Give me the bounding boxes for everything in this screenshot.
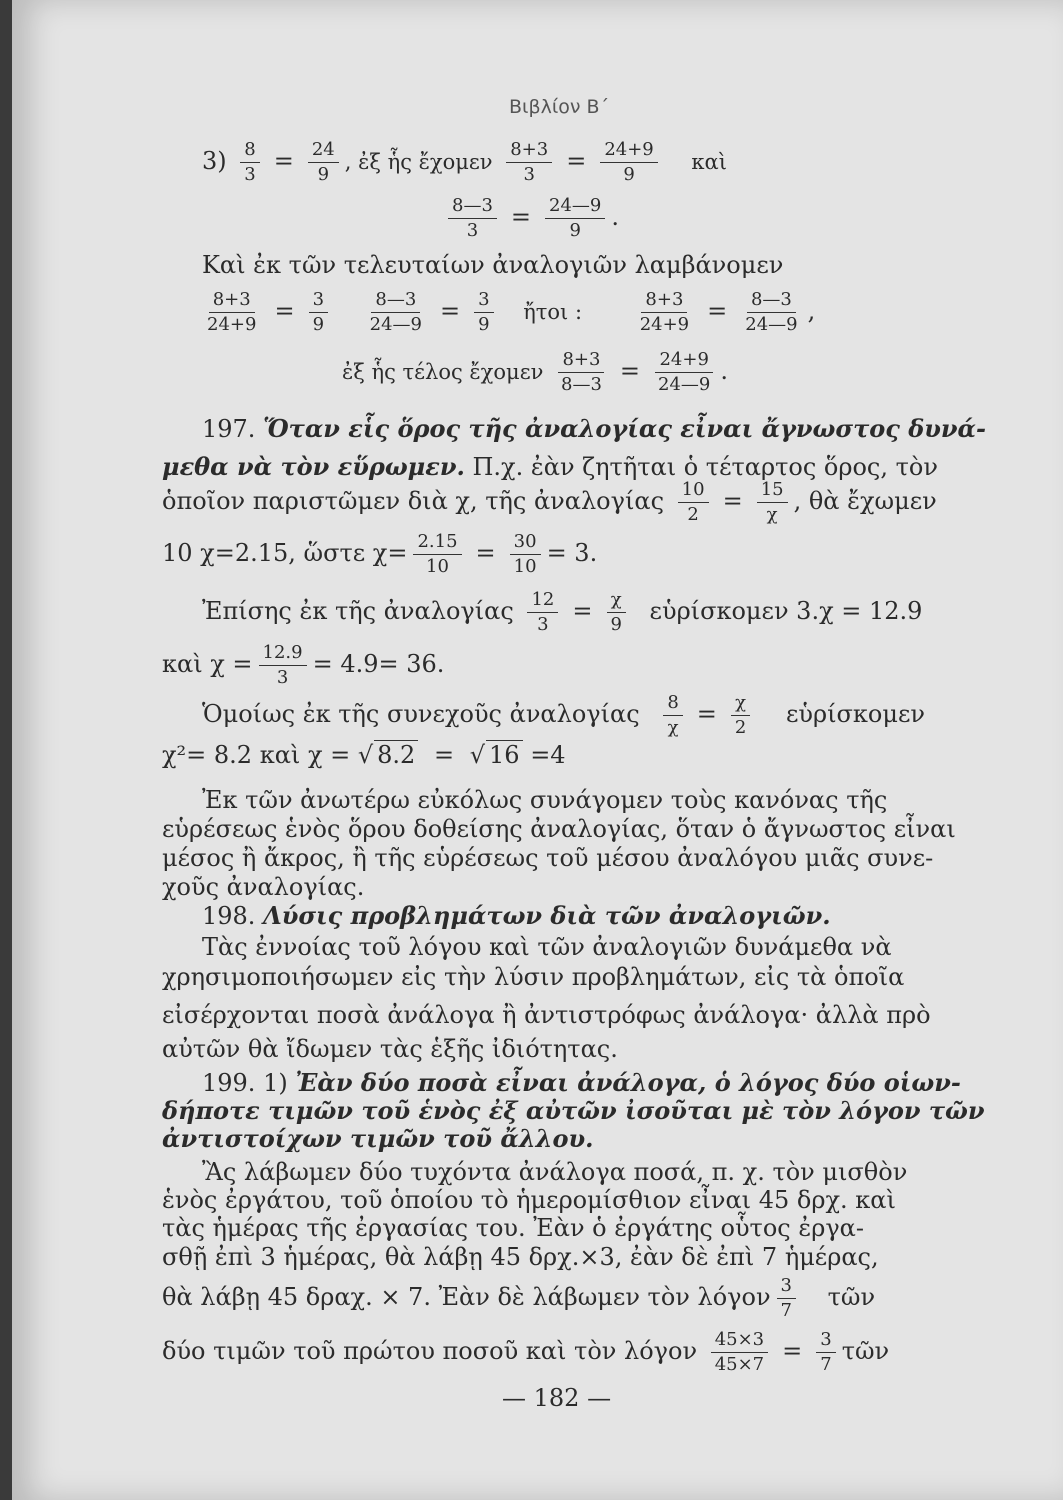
equation-row: δύο τιμῶν τοῦ πρώτου ποσοῦ καὶ τὸν λόγον $\frac{45\times 3}{45\times 7}$ = $\frac{3}{7}$ τῶν — [162, 1329, 890, 1375]
equation-row: χ²= 8.2 καὶ χ = √ 8.2 = √ 16 =4 — [162, 741, 566, 769]
paragraph-line: αὐτῶν θὰ ἴδωμεν τὰς ἑξῆς ἰδιότητας. — [162, 1035, 618, 1063]
section-197-title: 197. Ὅταν εἷς ὅρος τῆς ἀναλογίας εἶναι ἄγνωστος δυνά- — [202, 414, 986, 443]
paragraph-line: τὰς ἡμέρας τῆς ἐργασίας του. Ἐὰν ὁ ἐργάτης οὗτος ἐργα- — [162, 1214, 864, 1242]
section-199-title: 199. 1) Ἐὰν δύο ποσὰ εἶναι ἀνάλογα, ὁ λόγος δύο οἱων- — [202, 1068, 961, 1097]
text-line: Καὶ ἐκ τῶν τελευταίων ἀναλογιῶν λαμβάνομεν — [202, 251, 784, 279]
section-198-title: 198. Λύσις προβλημάτων διὰ τῶν ἀναλογιῶν. — [202, 901, 831, 930]
text: καὶ — [691, 150, 727, 174]
fraction: $\frac{8+3}{3}$ — [506, 140, 552, 185]
item-label: 3) — [202, 147, 227, 175]
fraction: $\frac{8—3}{3}$ — [448, 196, 497, 241]
equation-row: 10 χ=2.15, ὥστε χ= $\frac{2.15}{10}$ = $\frac{30}{10}$ = 3. — [162, 531, 598, 577]
equation-row: θὰ λάβῃ 45 δραχ. × 7. Ἐὰν δὲ λάβωμεν τὸν λόγον $\frac{3}{7}$ τῶν — [162, 1275, 876, 1321]
paragraph-line: ἑνὸς ἐργάτου, τοῦ ὁποίου τὸ ἡμερομίσθιον εἶναι 45 δρχ. καὶ — [162, 1186, 896, 1214]
fraction: $\frac{24—9}{9}$ — [545, 196, 605, 241]
equation-row: καὶ χ = $\frac{12.9}{3}$ = 4.9= 36. — [162, 642, 445, 688]
paragraph-line: μέσος ἢ ἄκρος, ἢ τῆς εὑρέσεως τοῦ μέσου ἀναλόγου μιᾶς συνε- — [162, 844, 934, 872]
section-199-title-line: ἀντιστοίχων τιμῶν τοῦ ἄλλου. — [162, 1124, 594, 1153]
running-header: Βιβλίον Β΄ — [509, 96, 610, 118]
paragraph-line: χρησιμοποιήσωμεν εἰς τὴν λύσιν προβλημάτων, εἰς τὰ ὁποῖα — [162, 963, 905, 991]
example-3-line-2: $\frac{8—3}{3}$ = $\frac{24—9}{9}$ . — [442, 196, 619, 241]
book-page — [12, 0, 1063, 1500]
equation-row: ὁποῖον παριστῶμεν διὰ χ, τῆς ἀναλογίας $\frac{10}{2}$ = $\frac{15}{\chi}$ , θὰ ἔχωμεν — [162, 479, 937, 525]
fraction: $\frac{8}{3}$ — [240, 140, 259, 185]
page-number: — 182 — — [502, 1384, 612, 1412]
equation-row: Ἐπίσης ἐκ τῆς ἀναλογίας $\frac{12}{3}$ = $\frac{\chi}{9}$ εὑρίσκομεν 3.χ = 12.9 — [202, 589, 923, 635]
paragraph-line: χοῦς ἀναλογίας. — [162, 873, 365, 901]
equation-row: ἐξ ἧς τέλος ἔχομεν $\frac{8+3}{8—3}$ = $\frac{24+9}{24—9}$ . — [342, 349, 729, 395]
paragraph-line: Ἂς λάβωμεν δύο τυχόντα ἀνάλογα ποσά, π. χ. τὸν μισθὸν — [202, 1158, 908, 1186]
section-197-line-2: μεθα νὰ τὸν εὕρωμεν. Π.χ. ἐὰν ζητῆται ὁ τέταρτος ὅρος, τὸν — [162, 452, 938, 481]
equation-row: $\frac{8+3}{24+9}$ = $\frac{3}{9}$ $\frac{8—3}{24—9}$ = $\frac{3}{9}$ ἤτοι : $\frac{8+3}{24+9}$ = $\frac{8—3}{24—9}$ , — [207, 289, 816, 335]
paragraph-line: εὑρέσεως ἑνὸς ὅρου δοθείσης ἀναλογίας, ὅταν ὁ ἄγνωστος εἶναι — [162, 815, 956, 843]
paragraph-line: εἰσέρχονται ποσὰ ἀνάλογα ἢ ἀντιστρόφως ἀνάλογα· ἀλλὰ πρὸ — [162, 1001, 931, 1029]
section-199-title-line: δήποτε τιμῶν τοῦ ἑνὸς ἐξ αὐτῶν ἰσοῦται μὲ τὸν λόγον τῶν — [162, 1096, 985, 1125]
paragraph-line: Ἐκ τῶν ἀνωτέρω εὐκόλως συνάγομεν τοὺς κανόνας τῆς — [202, 786, 888, 814]
text: , ἐξ ἧς ἔχομεν — [344, 150, 493, 174]
paragraph-line: σθῇ ἐπὶ 3 ἡμέρας, θὰ λάβῃ 45 δρχ.×3, ἐὰν δὲ ἐπὶ 7 ἡμέρας, — [162, 1243, 879, 1271]
paragraph-line: Τὰς ἐννοίας τοῦ λόγου καὶ τῶν ἀναλογιῶν δυνάμεθα νὰ — [202, 933, 892, 961]
fraction: $\frac{24}{9}$ — [308, 140, 339, 185]
example-3-line-1: 3) $\frac{8}{3}$ = $\frac{24}{9}$ , ἐξ ἧς ἔχομεν $\frac{8+3}{3}$ = $\frac{24+9}{9}$ καὶ — [202, 139, 727, 185]
equation-row: Ὁμοίως ἐκ τῆς συνεχοῦς ἀναλογίας $\frac{8}{\chi}$ = $\frac{\chi}{2}$ εὑρίσκομεν — [202, 692, 925, 738]
fraction: $\frac{24+9}{9}$ — [600, 140, 657, 185]
